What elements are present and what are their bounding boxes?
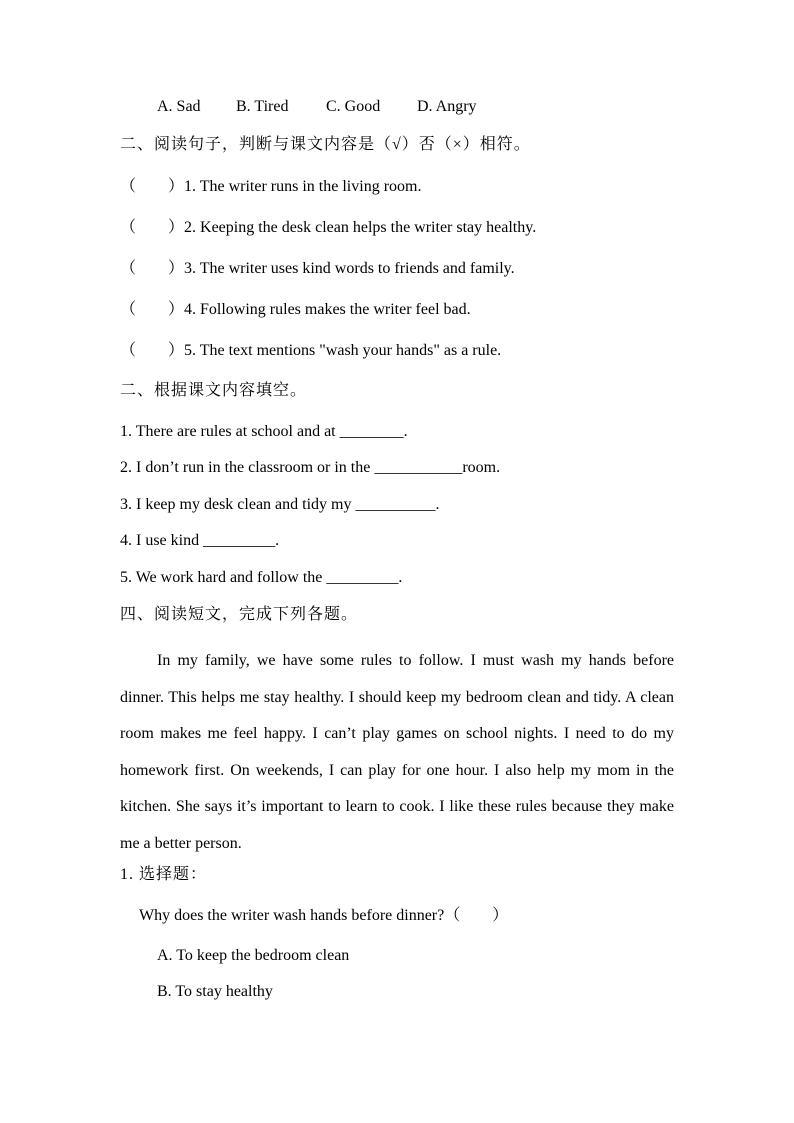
question-1-option-a: A. To keep the bedroom clean	[157, 947, 350, 964]
passage-text: In my family, we have some rules to follow. I must wash my hands before dinner. This helps me stay healthy. I should keep my bedroom clean and tidy. A clean room makes me feel happy. I can’t play games on school nights. I need to do my homework first. On weekends, I can play for one hour. I also help my mom in the kitchen. She says it’s important to learn to cook. I like these rules because they make me a better person.	[120, 652, 674, 852]
tf-item-3	[120, 259, 515, 279]
answer-paren: （ ）	[120, 342, 185, 359]
option-d: D. Angry	[417, 98, 477, 115]
question-1-option-b: B. To stay healthy	[157, 983, 273, 1000]
fill-item-4: 4. I use kind _________.	[120, 532, 280, 549]
tf-item-text: 4. Following rules makes the writer feel bad.	[184, 301, 471, 318]
question-1-text: Why does the writer wash hands before dinner?（ ）	[139, 907, 509, 924]
answer-paren: （ ）	[120, 301, 185, 318]
answer-paren: （ ）	[120, 219, 185, 236]
fill-item-1: 1. There are rules at school and at ________.	[120, 423, 408, 440]
fill-item-2: 2. I don’t run in the classroom or in the ___________room.	[120, 459, 501, 476]
section-heading-fill-blanks: 二、根据课文内容填空。	[120, 382, 308, 399]
reading-passage	[120, 643, 674, 862]
tf-item-5	[120, 341, 501, 361]
answer-paren: （ ）	[120, 260, 185, 277]
tf-item-1	[120, 177, 421, 197]
question-1-label: 1. 选择题：	[120, 866, 208, 883]
tf-item-text: 3. The writer uses kind words to friends and family.	[184, 260, 515, 277]
section-heading-true-false: 二、阅读句子，判断与课文内容是（√）否（×）相符。	[120, 136, 531, 153]
tf-item-text: 1. The writer runs in the living room.	[184, 178, 422, 195]
fill-item-5: 5. We work hard and follow the _________.	[120, 569, 403, 586]
option-a: A. Sad	[157, 98, 201, 115]
tf-item-text: 5. The text mentions "wash your hands" as a rule.	[184, 342, 502, 359]
tf-item-2	[120, 218, 536, 238]
section-heading-reading: 四、阅读短文，完成下列各题。	[120, 606, 359, 623]
option-c: C. Good	[326, 98, 381, 115]
fill-item-3: 3. I keep my desk clean and tidy my __________.	[120, 496, 440, 513]
option-b: B. Tired	[236, 98, 289, 115]
tf-item-4	[120, 300, 471, 320]
previous-question-options	[157, 97, 477, 117]
tf-item-text: 2. Keeping the desk clean helps the writer stay healthy.	[184, 219, 537, 236]
answer-paren: （ ）	[120, 178, 185, 195]
